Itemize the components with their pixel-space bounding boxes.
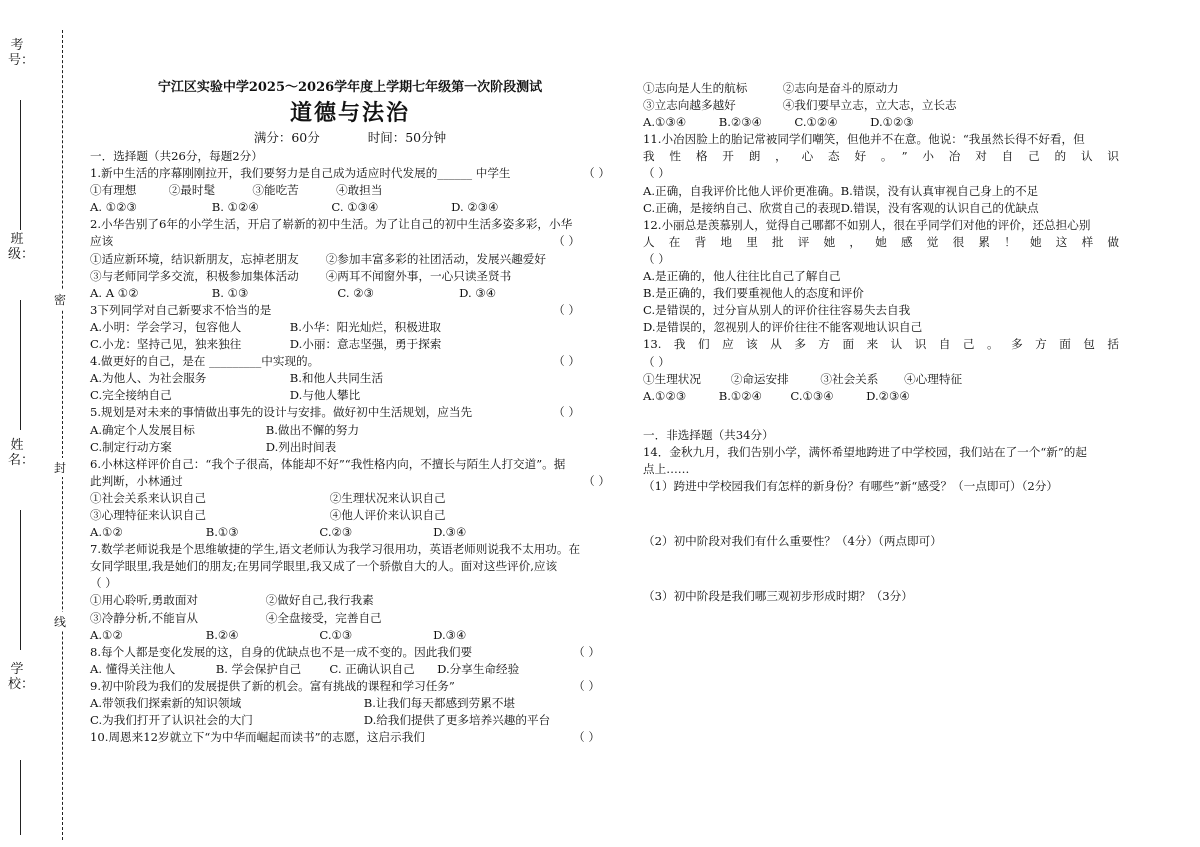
q6-statement-4: ④他人评价来认识自己 [329, 507, 446, 522]
q2-statements-1 [90, 251, 610, 268]
q2-stem-line2 [90, 233, 610, 250]
q1-option-a: A. ①②③ [90, 200, 137, 215]
q12-option-c: C.是错误的，过分盲从别人的评价往往容易失去自我 [643, 303, 911, 318]
right-column [643, 80, 1119, 605]
q6-stem-line1: 6.小林这样评价自己：“我个子很高，体能却不好”“我性格内向，不擅长与陌生人打交道”。据 [90, 456, 566, 471]
q2-stem: 应该 [90, 234, 114, 249]
q2-answer-paren: （ ） [553, 234, 580, 249]
q6-option-c: C.②③ [319, 525, 353, 540]
q7-stem-line1: 7.数学老师说我是个思维敏捷的学生,语文老师认为我学习很用功，英语老师则说我不太用功。在 [90, 542, 581, 557]
q5-option-c: C.制定行动方案 [90, 439, 172, 454]
q11-option-a: A.正确，自我评价比他人评价更准确。 [643, 183, 841, 198]
q7-stem-line2: 女同学眼里,我是她们的朋友;在男同学眼里,我又成了一个骄傲自大的人。面对这些评价,应该 [90, 559, 558, 574]
section-2-title: 一．非选择题（共34分） [643, 427, 774, 442]
q8-answer-paren: （ ） [573, 644, 600, 659]
q3-options-1 [90, 319, 610, 336]
q14-stem-line2: 点上…… [643, 461, 690, 476]
q12-option-b: B.是正确的，我们要重视他人的态度和评价 [643, 286, 864, 301]
q6-statements-1 [90, 490, 610, 507]
q14-part-2: （2）初中阶段对我们有什么重要性？（4分）（两点即可） [643, 534, 942, 549]
q11-stem-line2: 我性格开朗，心态好。”小冶对自己的认识 [643, 149, 1119, 164]
q11-option-d: D.错误，没有客观的认识自己的优缺点 [840, 200, 1039, 215]
q10-statement-1: ①志向是人生的航标 [643, 81, 748, 95]
q5-answer-paren: （ ） [553, 405, 580, 420]
q3-option-b: B.小华：阳光灿烂，积极进取 [289, 319, 442, 334]
q3-option-a: A.小明：学会学习，包容他人 [90, 319, 242, 334]
q2-statements-2 [90, 268, 610, 285]
section-1-title: 一．选择题（共26分，每题2分） [90, 149, 263, 163]
q7-statement-2: ②做好自己,我行我素 [265, 593, 374, 608]
seal-word-feng: 封 [54, 458, 66, 477]
q11-option-c: C.正确，是接纳自己、欣赏自己的表现 [643, 200, 841, 215]
q13-option-a: A.①②③ [643, 388, 687, 403]
q1-option-b: B. ①②④ [211, 200, 259, 215]
q4-option-c: C.完全接纳自己 [90, 388, 172, 403]
q1-option-d: D. ②③④ [451, 200, 499, 215]
seal-word-xian: 线 [54, 612, 66, 631]
q12-option-d: D.是错误的，忽视别人的评价往往不能客观地认识自己 [643, 320, 923, 335]
q11-option-b: B.错误，没有认真审视自己身上的不足 [840, 183, 1039, 198]
q8-option-b: B. 学会保护自己 [215, 661, 302, 676]
q9-answer-paren: （ ） [573, 678, 600, 693]
q2-option-a: A. A ①② [90, 285, 139, 300]
q2-statement-2: ②参加丰富多彩的社团活动，发展兴趣爱好 [325, 251, 546, 266]
school-label: 学校： [8, 662, 35, 692]
q13-statements [643, 371, 1119, 388]
q2-options [90, 285, 610, 302]
q6-stem: 此判断，小林通过 [90, 473, 183, 488]
q10-option-a: A.①③④ [643, 115, 687, 130]
q7-options [90, 627, 610, 644]
q13-statement-2: ②命运安排 [730, 371, 789, 386]
q1-option-c: C. ①③④ [331, 200, 379, 215]
subject-title: 道德与法治 [289, 100, 410, 126]
question-5 [90, 404, 610, 421]
q3-stem: 3下列同学对自己新要求不恰当的是 [90, 302, 272, 317]
q3-answer-paren: （ ） [553, 302, 580, 317]
q1-statement-3: ③能吃苦 [252, 183, 299, 198]
q7-statement-1: ①用心聆听,勇敢面对 [90, 593, 199, 608]
q8-option-c: C. 正确认识自己 [329, 661, 415, 676]
q12-answer-paren: （ ） [643, 251, 670, 266]
q2-option-c: C. ②③ [337, 285, 374, 300]
q1-options [90, 199, 610, 216]
seal-word-mi: 密 [54, 290, 66, 309]
q13-option-c: C.①③④ [790, 388, 834, 403]
q11-options-1 [643, 183, 1119, 200]
full-score: 满分：60分 [253, 130, 320, 145]
q7-option-b: B.②④ [205, 627, 239, 642]
q13-options [643, 388, 1119, 405]
exam-number-label: 考号： [8, 38, 35, 68]
q6-options [90, 524, 610, 541]
q12-stem-line2: 人在背地里批评她，她感觉很累！她这样做 [643, 234, 1119, 249]
q11-options-2 [643, 200, 1119, 217]
q4-option-a: A.为他人、为社会服务 [90, 371, 207, 386]
q9-option-a: A.带领我们探索新的知识领域 [90, 696, 242, 710]
q13-option-d: D.②③④ [866, 388, 910, 403]
q10-statement-3: ③立志向越多越好 [643, 98, 736, 113]
q5-option-d: D.列出时间表 [265, 439, 337, 454]
q9-option-d: D.给我们提供了更多培养兴趣的平台 [363, 713, 551, 728]
q2-statement-4: ④两耳不闻窗外事，一心只读圣贤书 [325, 268, 512, 283]
q9-option-b: B.让我们每天都感到劳累不堪 [363, 696, 516, 710]
q13-statement-4: ④心理特征 [904, 371, 963, 386]
q1-statement-2: ②最时髦 [168, 183, 216, 198]
q10-options [643, 114, 1119, 131]
q3-option-c: C.小龙：坚持己见，独来独往 [90, 337, 242, 352]
q10-option-b: B.②③④ [718, 115, 763, 130]
q7-option-d: D.③④ [433, 627, 467, 642]
q6-option-a: A.①② [90, 525, 123, 540]
exam-time: 时间：50分钟 [367, 130, 447, 145]
q6-statement-2: ②生理状况来认识自己 [329, 490, 446, 505]
q5-options-1 [90, 422, 610, 439]
q10-statements-2 [643, 97, 1119, 114]
q9-stem: 9.初中阶段为我们的发展提供了新的机会。富有挑战的课程和学习任务” [90, 678, 455, 693]
q7-statements-2 [90, 610, 610, 627]
q4-options-2 [90, 387, 610, 404]
q10-option-c: C.①②④ [794, 115, 838, 130]
q2-option-b: B. ①③ [211, 285, 249, 300]
question-8 [90, 644, 610, 661]
q7-option-a: A.①② [90, 627, 123, 642]
q13-stem: 13.我们应该从多方面来认识自己。多方面包括 [643, 337, 1119, 352]
exam-number-line [20, 100, 21, 230]
q11-answer-paren: （ ） [643, 166, 670, 181]
name-line [20, 510, 21, 650]
seal-dashed-line [62, 30, 63, 840]
q1-statement-4: ④敢担当 [336, 183, 383, 198]
q10-answer-paren: （ ） [573, 730, 600, 745]
q6-option-b: B.①③ [205, 525, 239, 540]
q8-option-d: D.分享生命经验 [437, 661, 520, 676]
q10-statement-2: ②志向是奋斗的原动力 [782, 81, 899, 95]
q5-options-2 [90, 439, 610, 456]
q9-option-c: C.为我们打开了认识社会的大门 [90, 713, 253, 728]
question-4 [90, 353, 610, 370]
q4-options-1 [90, 370, 610, 387]
binding-sidebar [0, 0, 70, 847]
left-column [90, 78, 610, 746]
question-10 [90, 729, 610, 746]
q12-option-a: A.是正确的，他人往往比自己了解自己 [643, 269, 841, 284]
q9-options-2 [90, 712, 610, 729]
q2-stem-line1: 2.小华告别了6年的小学生活，开启了崭新的初中生活。为了让自己的初中生活多姿多彩，小华 [90, 217, 573, 232]
q9-options-1 [90, 695, 610, 712]
question-1 [90, 165, 610, 182]
name-label: 姓名： [8, 438, 35, 468]
q12-stem-line1: 12.小丽总是羡慕别人，觉得自己哪都不如别人，很在乎同学们对他的评价，还总担心别 [643, 217, 1091, 232]
q14-part-1: （1）跨进中学校园我们有怎样的新身份？有哪些”新“感受？（一点即可）（2分） [643, 479, 1058, 494]
q14-part-3: （3）初中阶段是我们哪三观初步形成时期？（3分） [643, 589, 913, 604]
q5-stem: 5.规划是对未来的事情做出事先的设计与安排。做好初中生活规划，应当先 [90, 405, 473, 420]
q3-options-2 [90, 336, 610, 353]
q13-statement-1: ①生理状况 [643, 371, 701, 386]
q1-answer-paren: （ ） [583, 166, 610, 181]
q1-statement-1: ①有理想 [90, 183, 137, 198]
q6-statements-2 [90, 507, 610, 524]
q13-answer-paren: （ ） [643, 354, 670, 369]
q7-answer-paren: （ ） [90, 576, 117, 591]
q6-option-d: D.③④ [433, 525, 467, 540]
q6-statement-3: ③心理特征来认识自己 [90, 507, 206, 522]
q6-answer-paren: （ ） [583, 473, 610, 488]
school-line [20, 760, 21, 835]
q2-statement-3: ③与老师同学多交流，积极参加集体活动 [90, 268, 299, 283]
q10-stem: 10.周恩来12岁就立下“为中华而崛起而读书”的志愿，这启示我们 [90, 730, 425, 745]
q5-option-a: A.确定个人发展目标 [90, 422, 195, 437]
q8-stem: 8.每个人都是变化发展的这，自身的优缺点也不是一成不变的。因此我们要 [90, 644, 473, 659]
q7-statement-3: ③冷静分析,不能盲从 [90, 610, 199, 625]
question-9 [90, 678, 610, 695]
q13-option-b: B.①②④ [718, 388, 763, 403]
score-time-line [90, 128, 610, 148]
q4-answer-paren: （ ） [553, 354, 580, 369]
q4-option-b: B.和他人共同生活 [289, 371, 384, 386]
q7-statements-1 [90, 592, 610, 609]
q8-options [90, 661, 610, 678]
question-3 [90, 302, 610, 319]
q14-stem-line1: 14．金秋九月，我们告别小学，满怀希望地跨进了中学校园，我们站在了一个“新”的起 [643, 444, 1087, 459]
q10-statement-4: ④我们要早立志，立大志，立长志 [782, 98, 957, 113]
q6-stem-line2 [90, 473, 610, 490]
q1-statements [90, 182, 610, 199]
class-label: 班级： [8, 232, 35, 262]
q10-statements-1 [643, 80, 1119, 97]
q7-statement-4: ④全盘接受，完善自己 [265, 610, 382, 625]
q2-option-d: D. ③④ [459, 285, 497, 300]
q8-option-a: A. 懂得关注他人 [90, 661, 176, 676]
q11-stem-line1: 11.小冶因脸上的胎记常被同学们嘲笑，但他并不在意。他说：“我虽然长得不好看，但 [643, 132, 1085, 147]
q1-stem: 1.新中生活的序幕刚刚拉开，我们要努力是自己成为适应时代发展的______ 中学生 [90, 166, 511, 181]
q3-option-d: D.小丽：意志坚强，勇于探索 [289, 337, 442, 352]
q4-option-d: D.与他人攀比 [289, 388, 361, 403]
exam-title: 宁江区实验中学2025～2026学年度上学期七年级第一次阶段测试 [157, 80, 543, 95]
class-line [20, 300, 21, 430]
q2-statement-1: ①适应新环境，结识新朋友，忘掉老朋友 [90, 251, 299, 266]
q10-option-d: D.①②③ [870, 115, 914, 130]
q7-option-c: C.①③ [319, 627, 353, 642]
q5-option-b: B.做出不懈的努力 [265, 422, 360, 437]
q4-stem: 4.做更好的自己，是在 _________中实现的。 [90, 354, 320, 369]
q13-statement-3: ③社会关系 [820, 371, 879, 386]
q6-statement-1: ①社会关系来认识自己 [90, 490, 206, 505]
